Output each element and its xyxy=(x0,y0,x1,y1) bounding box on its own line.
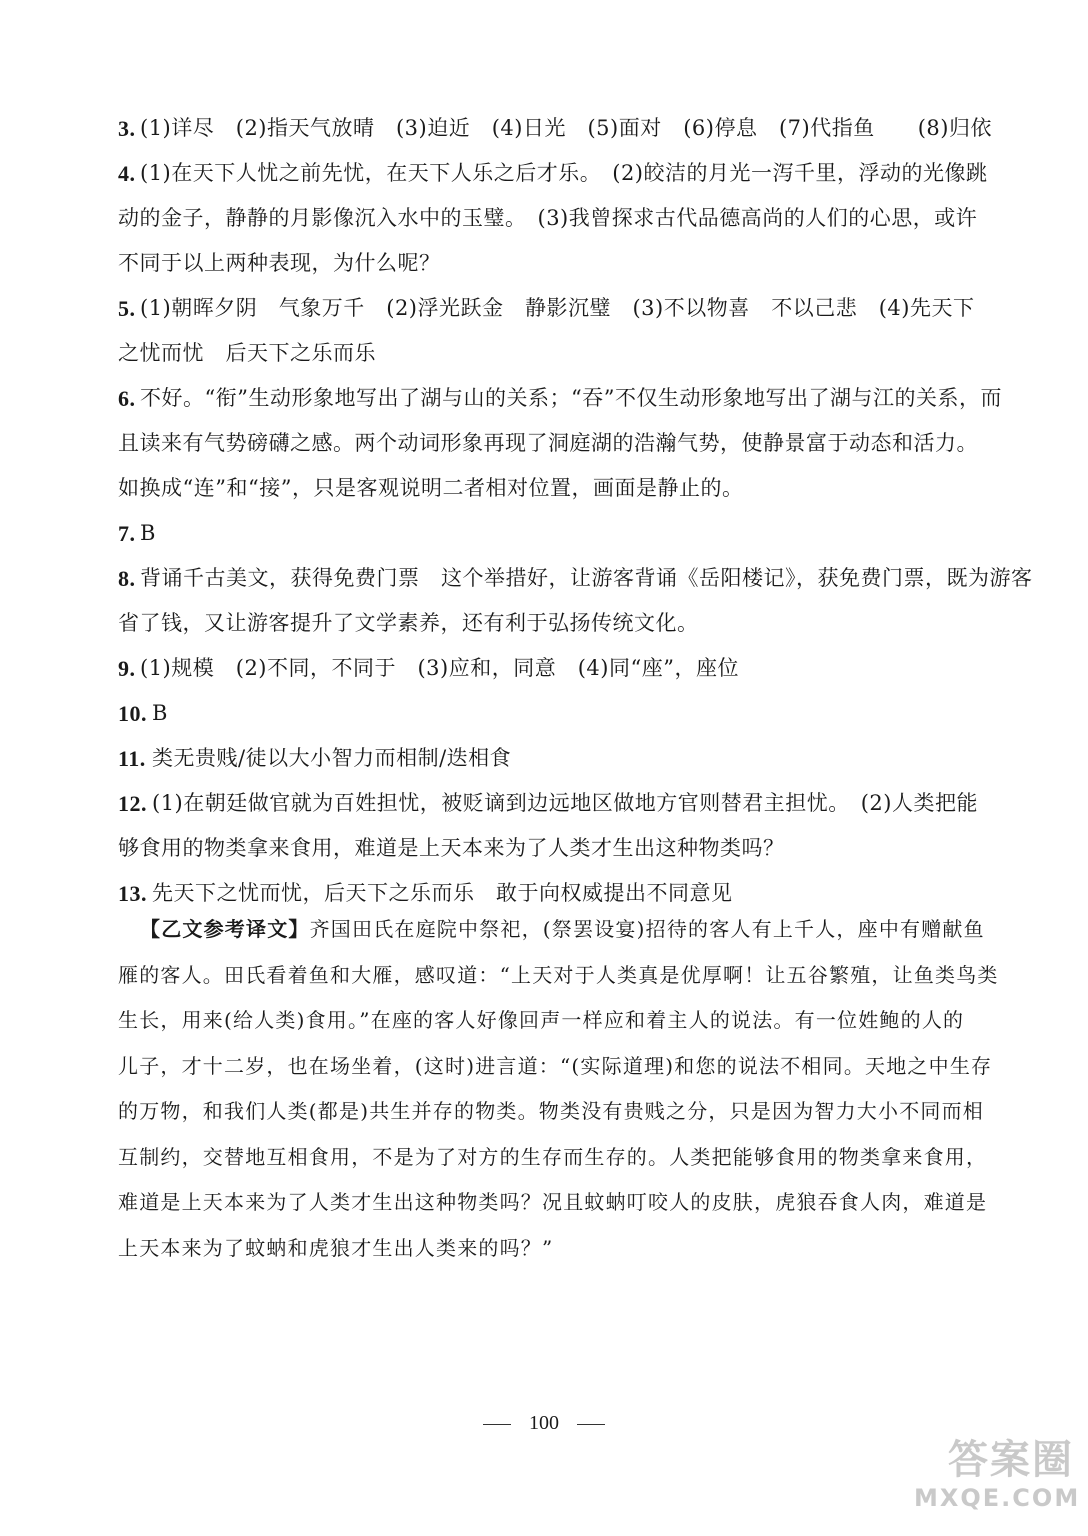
answer-line: B xyxy=(152,701,168,725)
answer-item xyxy=(118,151,1038,286)
answer-item xyxy=(118,646,1038,691)
answer-line: 够食用的物类拿来食用，难道是上天本来为了人类才生出这种物类吗？ xyxy=(118,836,785,860)
answer-line: 先天下之忧而忧，后天下之乐而乐 敢于向权威提出不同意见 xyxy=(152,881,733,905)
answer-number: 13. xyxy=(118,881,147,906)
answer-number: 7. xyxy=(118,521,136,546)
answer-item xyxy=(118,106,1038,151)
answer-line: 动的金子，静静的月影像沉入水中的玉璧。 (3)我曾探求古代品德高尚的人们的心思，或许 xyxy=(118,206,978,230)
answer-line: 不同于以上两种表现，为什么呢？ xyxy=(118,251,441,275)
page-number-text: 100 xyxy=(529,1412,559,1434)
answer-item xyxy=(118,511,1038,556)
answer-item xyxy=(118,286,1038,376)
page-number-dash-left xyxy=(483,1424,511,1425)
translation-line: 雁的客人。田氏看着鱼和大雁，感叹道：“上天对于人类真是优厚啊！让五谷繁殖，让鱼类鸟类 xyxy=(118,962,999,987)
watermark-glyphs: 答案圈 xyxy=(948,1437,1074,1483)
answer-item xyxy=(118,691,1038,736)
translation-line: 的万物，和我们人类(都是)共生并存的物类。物类没有贵贱之分，只是因为智力大小不同而相 xyxy=(118,1099,985,1123)
answer-line: 背诵千古美文，获得免费门票 这个举措好，让游客背诵《岳阳楼记》，获免费门票，既为游客 xyxy=(140,566,1033,590)
answer-number: 11. xyxy=(118,746,146,771)
answer-line: (1)规模 (2)不同，不同于 (3)应和，同意 (4)同“座”，座位 xyxy=(140,656,739,680)
answer-item xyxy=(118,556,1038,646)
answer-number: 5. xyxy=(118,296,136,321)
answer-line: 如换成“连”和“接”，只是客观说明二者相对位置，画面是静止的。 xyxy=(118,476,744,500)
answer-number: 4. xyxy=(118,161,136,186)
translation-line: 儿子，才十二岁，也在场坐着，(这时)进言道：“(实际道理)和您的说法不相同。天地之中生存 xyxy=(118,1053,993,1078)
answer-number: 12. xyxy=(118,791,147,816)
answer-item xyxy=(118,736,1038,781)
translation-line: 互制约，交替地互相食用，不是为了对方的生存而生存的。人类把能够食用的物类拿来食用， xyxy=(118,1144,988,1169)
answer-number: 10. xyxy=(118,701,147,726)
page-number xyxy=(0,1412,1088,1435)
translation-block xyxy=(118,907,1038,1271)
translation-heading: 【乙文参考译文】 xyxy=(140,917,310,941)
answer-number: 6. xyxy=(118,386,136,411)
translation-text: 齐国田氏在庭院中祭祀，(祭罢设宴)招待的客人有上千人，座中有赠献鱼 xyxy=(309,917,985,941)
answer-line: (1)在朝廷做官就为百姓担忧，被贬谪到边远地区做地方官则替君主担忧。 (2)人类把能 xyxy=(152,791,978,815)
answer-line: 不好。“衔”生动形象地写出了湖与山的关系；“吞”不仅生动形象地写出了湖与江的关系，而 xyxy=(140,386,1002,410)
answer-line: 之忧而忧 后天下之乐而乐 xyxy=(118,341,376,365)
answer-item xyxy=(118,781,1038,871)
translation-line: 生长，用来(给人类)食用。”在座的客人好像回声一样应和着主人的说法。有一位姓鲍的人的 xyxy=(118,1008,965,1032)
answer-line: 省了钱，又让游客提升了文学素养，还有利于弘扬传统文化。 xyxy=(118,611,699,635)
answer-number: 3. xyxy=(118,116,136,141)
answer-line: (1)朝晖夕阴 气象万千 (2)浮光跃金 静影沉璧 (3)不以物喜 不以己悲 (4)先天下 xyxy=(140,296,975,320)
answer-number: 8. xyxy=(118,566,136,591)
watermark-logo xyxy=(914,1436,1081,1526)
answer-line: B xyxy=(140,521,156,545)
watermark-url: MXQE.COM xyxy=(914,1484,1081,1512)
page-number-dash-right xyxy=(577,1424,605,1425)
answer-line: 类无贵贱/徒以大小智力而相制/迭相食 xyxy=(152,746,512,770)
translation-line xyxy=(118,907,1038,953)
answer-line: 且读来有气势磅礴之感。两个动词形象再现了洞庭湖的浩瀚气势，使静景富于动态和活力。 xyxy=(118,431,978,455)
answer-line: (1)详尽 (2)指天气放晴 (3)迫近 (4)日光 (5)面对 (6)停息 (7)代指鱼 (8)归依 xyxy=(140,116,992,140)
translation-line: 上天本来为了蚊蚋和虎狼才生出人类来的吗？” xyxy=(118,1235,554,1260)
answer-item xyxy=(118,376,1038,511)
answer-number: 9. xyxy=(118,656,136,681)
answer-line: (1)在天下人忧之前先忧，在天下人乐之后才乐。 (2)皎洁的月光一泻千里，浮动的光像跳 xyxy=(140,161,988,185)
translation-line: 难道是上天本来为了人类才生出这种物类吗？况且蚊蚋叮咬人的皮肤，虎狼吞食人肉，难道是 xyxy=(118,1190,988,1214)
